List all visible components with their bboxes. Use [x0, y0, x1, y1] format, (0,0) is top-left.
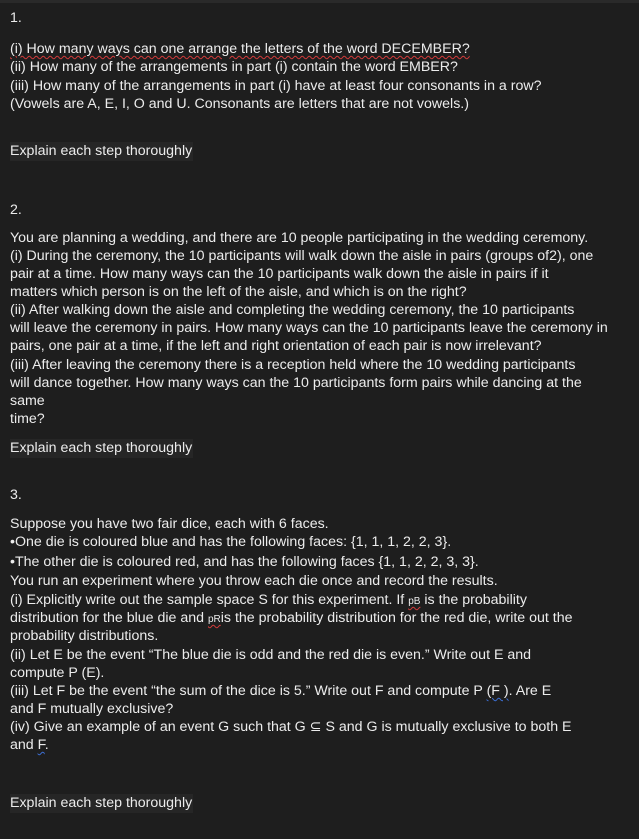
- q3-part-iii-line-1: [10, 682, 551, 700]
- q2-line-10: same: [10, 393, 45, 409]
- q2-line-7: pairs, one pair at a time, if the left and right orientation of each pair is now irrelevant?: [10, 338, 542, 354]
- q1-line-2: (ii) How many of the arrangements in part (i) contain the word EMBER?: [10, 59, 458, 75]
- q2-line-5: (ii) After walking down the aisle and completing the wedding ceremony, the 10 participants: [10, 302, 575, 318]
- q2-line-2: (i) During the ceremony, the 10 participants will walk down the aisle in pairs (groups of2), one: [10, 248, 594, 264]
- q3-part-i-line-3: probability distributions.: [10, 628, 159, 644]
- q1-line-3: (iii) How many of the arrangements in part (i) have at least four consonants in a row?: [10, 78, 542, 94]
- q3-part-iv-line-2: [10, 736, 49, 754]
- q1-line-4: (Vowels are A, E, I, O and U. Consonants are letters that are not vowels.): [10, 96, 469, 112]
- q3-part-ii-line-1: (ii) Let E be the event “The blue die is odd and the red die is even.” Write out E and: [10, 647, 532, 663]
- q3-number: 3.: [10, 487, 22, 503]
- pr-symbol: pR: [207, 614, 221, 625]
- q3-part-iv-b: and: [10, 737, 34, 753]
- q3-line-run: You run an experiment where you throw each die once and record the results.: [10, 573, 498, 589]
- pb-symbol: pB: [408, 596, 421, 607]
- q2-line-1: You are planning a wedding, and there are 10 people participating in the wedding ceremony.: [10, 230, 589, 246]
- q1-number: 1.: [10, 10, 22, 26]
- q2-explain-text: Explain each step thoroughly: [10, 440, 193, 456]
- q2-explain: [10, 439, 193, 457]
- q3-part-i-b: is the probability: [424, 592, 527, 608]
- q2-line-3: pair at a time. How many ways can the 10 participants walk down the aisle in pairs if it: [10, 266, 549, 282]
- q3-part-iii-a: (iii) Let F be the event “the sum of the dice is 5.” Write out F and compute P: [10, 683, 483, 699]
- q2-line-4: matters which person is on the left of the aisle, and which is on the right?: [10, 284, 467, 300]
- q3-explain-text: Explain each step thoroughly: [10, 795, 193, 811]
- q3-part-iii-b: . Are E: [508, 683, 552, 699]
- q2-line-8: (iii) After leaving the ceremony there is a reception held where the 10 wedding participants: [10, 357, 576, 373]
- bullet-icon: •: [10, 534, 15, 550]
- q3-bullet-1-text: One die is coloured blue and has the following faces: {1, 1, 1, 2, 2, 3}.: [14, 534, 452, 550]
- f-paren: (F ): [486, 683, 509, 699]
- f-symbol: F: [37, 737, 45, 753]
- q3-bullet-1: [10, 533, 451, 551]
- q2-line-11: time?: [10, 411, 45, 427]
- q3-part-i-a: (i) Explicitly write out the sample space S for this experiment. If: [10, 592, 405, 608]
- q3-part-iv-line-1: (iv) Give an example of an event G such that G ⊆ S and G is mutually exclusive to both E: [10, 719, 572, 735]
- q3-bullet-2-text: The other die is coloured red, and has the following faces {1, 1, 2, 2, 3, 3}.: [14, 554, 479, 570]
- q3-part-iv-end: .: [44, 737, 49, 753]
- q3-part-iii-line-2: and F mutually exclusive?: [10, 701, 174, 717]
- q2-number: 2.: [10, 202, 22, 218]
- q2-line-9: will dance together. How many ways can the 10 participants form pairs while dancing at the: [10, 375, 582, 391]
- q1-line-1-text: (i) How many ways can one arrange the letters of the word DECEMBER?: [10, 41, 470, 57]
- q1-explain-text: Explain each step thoroughly: [10, 143, 193, 159]
- q1-explain: [10, 142, 193, 160]
- q1-line-1: [10, 40, 470, 58]
- q3-part-i-d: is the probability distribution for the red die, write out the: [220, 610, 573, 626]
- q3-part-ii-line-2: compute P (E).: [10, 665, 105, 681]
- q3-part-i-c: distribution for the blue die and: [10, 610, 205, 626]
- q3-bullet-2: [10, 553, 479, 571]
- q3-intro: Suppose you have two fair dice, each with 6 faces.: [10, 516, 329, 532]
- top-edge: [0, 0, 639, 3]
- bullet-icon: •: [10, 554, 15, 570]
- q2-line-6: will leave the ceremony in pairs. How many ways can the 10 participants leave the ceremony in: [10, 320, 608, 336]
- q3-explain: [10, 794, 193, 812]
